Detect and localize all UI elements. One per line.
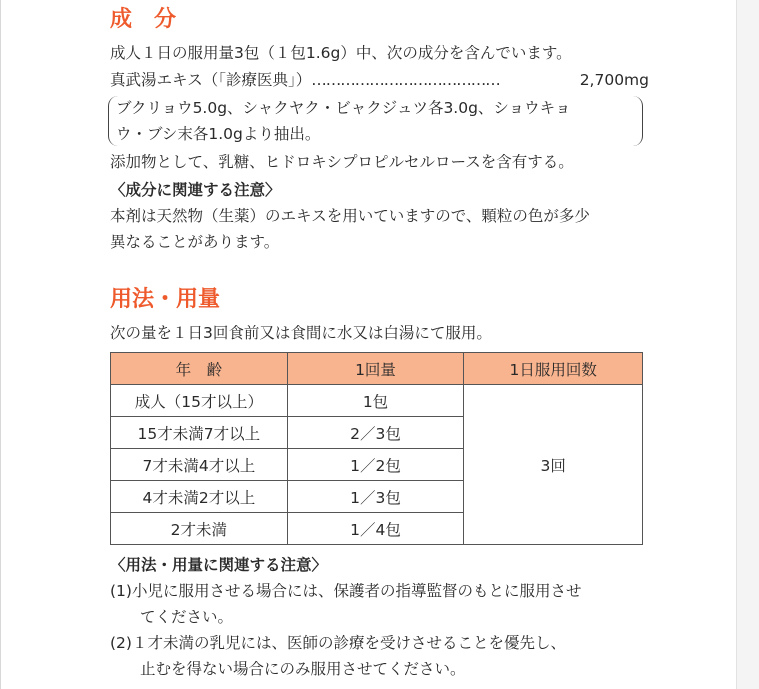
dosage-table <box>110 352 643 545</box>
extract-amount: 2,700mg <box>579 71 649 89</box>
dose-cell: 1包 <box>287 385 464 417</box>
additives-text: 添加物として、乳糖、ヒドロキシプロピルセルロースを含有する。 <box>110 153 574 171</box>
dosage-note-2-line-1: (2)１才未満の乳児には、医師の診療を受けさせることを優先し、 <box>110 634 566 652</box>
dosage-note-1-line-2: てください。 <box>140 608 234 626</box>
times-per-day-cell: 3回 <box>464 385 643 545</box>
header-dose: 1回量 <box>287 353 464 385</box>
dose-cell: 1／2包 <box>287 449 464 481</box>
header-age: 年 齢 <box>111 353 288 385</box>
ingredients-note-heading: 〈成分に関連する注意〉 <box>110 181 281 199</box>
age-cell: 15才未満7才以上 <box>111 417 288 449</box>
herbs-line-1: ブクリョウ5.0g、シャクヤク・ビャクジュツ各3.0g、ショウキョ <box>116 99 571 117</box>
ingredients-intro: 成人１日の服用量3包（１包1.6g）中、次の成分を含んでいます。 <box>110 44 572 62</box>
dosage-table-header-row <box>111 353 643 385</box>
dosage-intro: 次の量を１日3回食前又は食間に水又は白湯にて服用。 <box>110 324 492 342</box>
table-row <box>111 385 643 417</box>
dosage-note-1-line-1: (1)小児に服用させる場合には、保護者の指導監督のもとに服用させ <box>110 582 582 600</box>
dosage-note-heading: 〈用法・用量に関連する注意〉 <box>110 556 328 574</box>
page-left-edge <box>0 0 1 689</box>
dose-cell: 1／3包 <box>287 481 464 513</box>
extract-name: 真武湯エキス（「診療医典」） <box>110 71 312 89</box>
ingredients-heading: 成 分 <box>110 7 177 32</box>
extract-row <box>110 68 649 92</box>
page-right-margin <box>736 0 759 689</box>
dose-cell: 1／4包 <box>287 513 464 545</box>
leader-dots: ………………………………… <box>311 71 500 89</box>
age-cell: 2才未満 <box>111 513 288 545</box>
age-cell: 7才未満4才以上 <box>111 449 288 481</box>
dosage-heading: 用法・用量 <box>110 287 221 312</box>
ingredients-note-line-1: 本剤は天然物（生薬）のエキスを用いていますので、顆粒の色が多少 <box>110 207 590 225</box>
age-cell: 成人（15才以上） <box>111 385 288 417</box>
dosage-note-2-line-2: 止むを得ない場合にのみ服用させてください。 <box>140 660 466 678</box>
dose-cell: 2／3包 <box>287 417 464 449</box>
ingredients-note-line-2: 異なることがあります。 <box>110 233 280 251</box>
herbs-line-2: ウ・ブシ末各1.0gより抽出。 <box>116 125 321 143</box>
header-times-per-day: 1日服用回数 <box>464 353 643 385</box>
age-cell: 4才未満2才以上 <box>111 481 288 513</box>
